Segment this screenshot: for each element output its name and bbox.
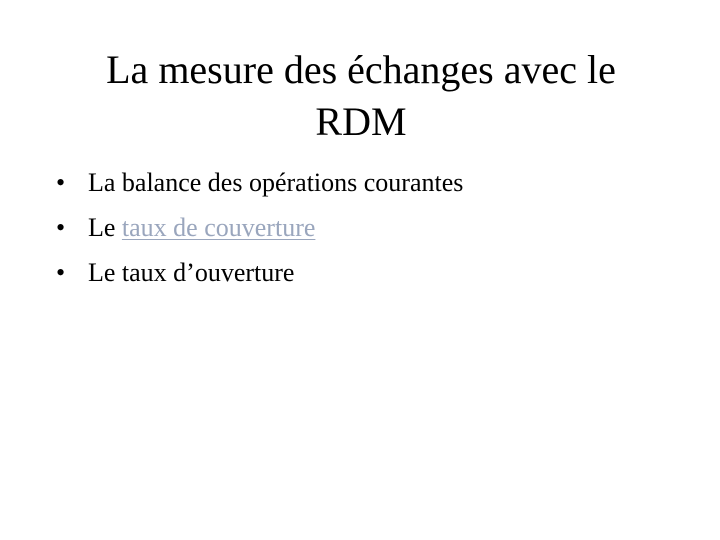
bullet-dot-icon: •: [56, 168, 66, 197]
bullet-item-prefix: Le: [88, 213, 122, 242]
bullet-item-ouverture: [56, 250, 463, 295]
slide-title-line-1: La mesure des échanges avec le: [106, 47, 616, 92]
taux-de-couverture-link[interactable]: taux de couverture: [121, 213, 316, 242]
slide-title-line-2: RDM: [315, 99, 407, 144]
bullet-item-text: Le taux d’ouverture: [88, 258, 295, 287]
bullet-dot-icon: •: [56, 213, 66, 242]
bullet-item-couverture: [56, 205, 463, 250]
bullet-item-text: La balance des opérations courantes: [88, 168, 464, 197]
slide-title: [0, 44, 720, 148]
bullet-dot-icon: •: [56, 258, 66, 287]
bullet-item-balance: [56, 160, 463, 205]
bullet-list: [56, 160, 463, 295]
